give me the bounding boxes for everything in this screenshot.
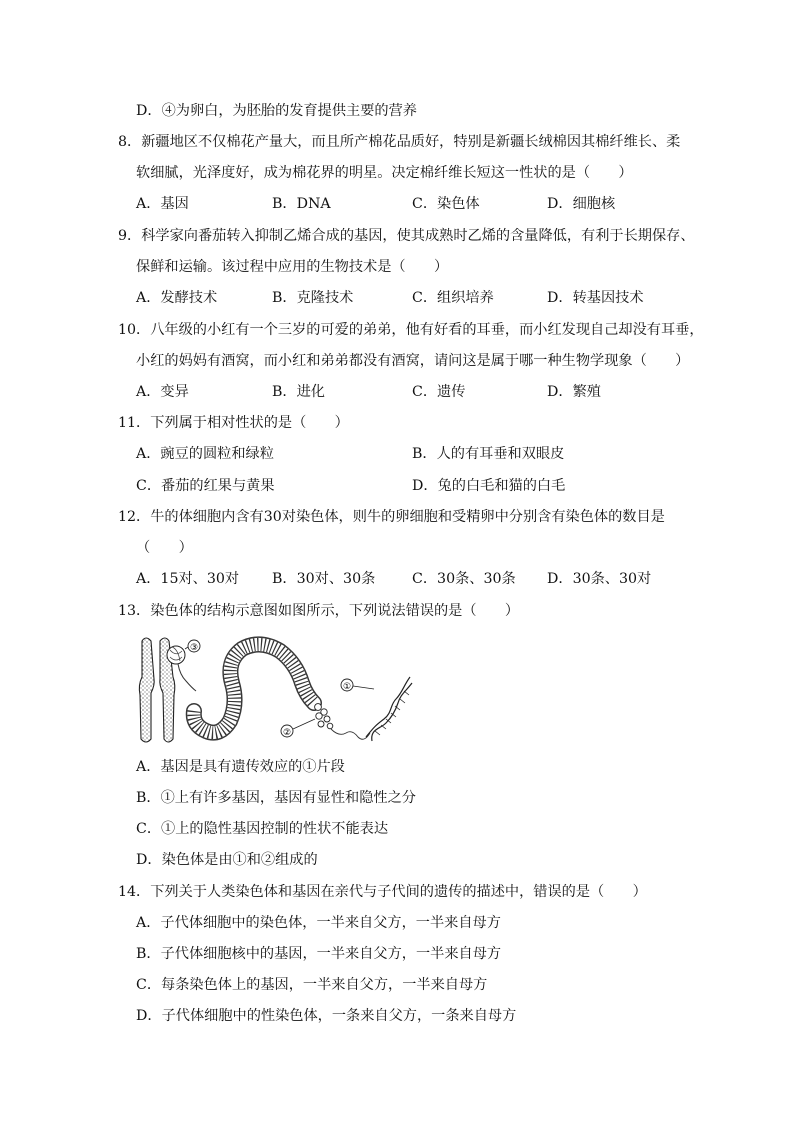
coiled-fiber [194, 644, 314, 732]
q13-option-b: B．①上有许多基因，基因有显性和隐性之分 [136, 790, 416, 806]
q13-stem: 13．染色体的结构示意图如图所示，下列说法错误的是（ ） [118, 603, 520, 619]
figure-label-1: ① [342, 682, 352, 692]
q9-stem-line1: 9．科学家向番茄转入抑制乙烯合成的基因，使其成熟时乙烯的含量降低，有利于长期保存、 [118, 228, 695, 244]
q10-option-b: B．进化 [272, 384, 325, 400]
q8-option-b: B．DNA [272, 196, 331, 212]
q12-stem-line2: （ ） [136, 540, 193, 556]
q13-option-d: D．染色体是由①和②组成的 [136, 852, 318, 868]
q10-stem-line2: 小红的妈妈有酒窝，而小红和弟弟都没有酒窝，请问这是属于哪一种生物学现象（ ） [136, 353, 690, 369]
q13-option-a: A．基因是具有遗传效应的①片段 [136, 759, 345, 775]
q10-stem-line1: 10．八年级的小红有一个三岁的可爱的弟弟，他有好看的耳垂，而小红发现自己却没有耳垂， [118, 322, 704, 338]
q12-option-a: A．15对、30对 [136, 571, 240, 587]
q12-stem-line1: 12．牛的体细胞内含有30对染色体，则牛的卵细胞和受精卵中分别含有染色体的数目是 [118, 509, 665, 525]
q9-option-a: A．发酵技术 [136, 290, 218, 306]
q9-option-c: C．组织培养 [412, 290, 494, 306]
q8-option-a: A．基因 [136, 196, 189, 212]
q11-option-c: C．番茄的红果与黄果 [136, 478, 275, 494]
figure-label-2: ② [282, 728, 292, 738]
figure-label-3: ③ [189, 643, 199, 653]
q9-option-d: D．转基因技术 [547, 290, 644, 306]
q14-option-c: C．每条染色体上的基因，一半来自父方，一半来自母方 [136, 977, 488, 993]
chromosome-structure-figure [134, 633, 414, 748]
q9-option-b: B．克隆技术 [272, 290, 354, 306]
q12-option-b: B．30对、30条 [272, 571, 376, 587]
q8-stem-line2: 软细腻，光泽度好，成为棉花界的明星。决定棉纤维长短这一性状的是（ ） [136, 165, 633, 181]
nucleosome-beads [315, 704, 333, 729]
q13-option-c: C．①上的隐性基因控制的性状不能表达 [136, 821, 389, 837]
q14-option-a: A．子代体细胞中的染色体，一半来自父方，一半来自母方 [136, 915, 501, 931]
q11-stem: 11．下列属于相对性状的是（ ） [118, 415, 349, 431]
q10-option-a: A．变异 [136, 384, 189, 400]
q12-option-c: C．30条、30条 [412, 571, 516, 587]
q11-option-d: D．兔的白毛和猫的白毛 [412, 478, 566, 494]
dna-double-helix [366, 677, 412, 741]
magnified-region [167, 646, 185, 664]
q8-option-c: C．染色体 [412, 196, 480, 212]
q8-stem-line1: 8．新疆地区不仅棉花产量大，而且所产棉花品质好，特别是新疆长绒棉因其棉纤维长、柔 [118, 134, 681, 150]
q11-option-b: B．人的有耳垂和双眼皮 [412, 446, 565, 462]
q14-option-b: B．子代体细胞核中的基因，一半来自父方，一半来自母方 [136, 946, 502, 962]
q12-option-d: D．30条、30对 [547, 571, 652, 587]
q10-option-d: D．繁殖 [547, 384, 601, 400]
q14-stem: 14．下列关于人类染色体和基因在亲代与子代间的遗传的描述中，错误的是（ ） [118, 884, 647, 900]
q8-option-d: D．细胞核 [547, 196, 616, 212]
q7-option-d: D．④为卵白，为胚胎的发育提供主要的营养 [136, 103, 417, 119]
q14-option-d: D．子代体细胞中的性染色体，一条来自父方，一条来自母方 [136, 1008, 517, 1024]
q11-option-a: A．豌豆的圆粒和绿粒 [136, 446, 274, 462]
q9-stem-line2: 保鲜和运输。该过程中应用的生物技术是（ ） [136, 259, 449, 275]
q10-option-c: C．遗传 [412, 384, 466, 400]
